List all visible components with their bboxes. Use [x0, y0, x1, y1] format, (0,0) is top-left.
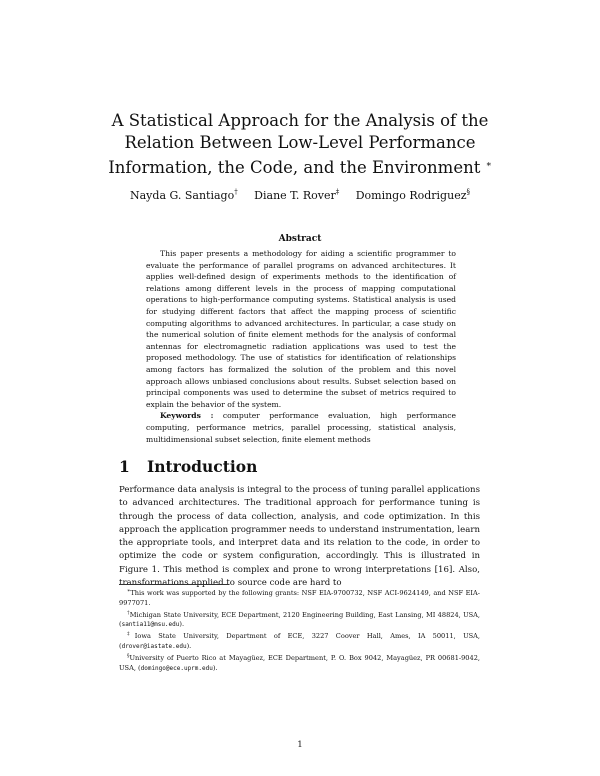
- footnotes: [119, 587, 480, 673]
- title-line-3-text: Information, the Code, and the Environment: [108, 158, 481, 177]
- section-title: Introduction: [147, 457, 258, 476]
- keywords-text: computer performance evaluation, high performance computing, performance metrics, parallel processing, statistical analysis, multidimensional subset selection, finite element methods: [146, 411, 457, 444]
- page-number: 1: [297, 740, 303, 750]
- footnote: [119, 609, 480, 631]
- footnote-email[interactable]: santia11@msu.edu: [121, 621, 180, 629]
- footnote-email[interactable]: domingo@ece.uprm.edu: [140, 664, 213, 672]
- footnote-email[interactable]: drover@iastate.edu: [121, 642, 187, 650]
- author: [254, 188, 339, 202]
- footnote-text: Michigan State University, ECE Department, 2120 Engineering Building, East Lansing, MI 48824, USA, (: [119, 610, 480, 629]
- section-heading: [119, 457, 257, 476]
- author-name: Domingo Rodriguez: [355, 189, 467, 202]
- author-list: [130, 188, 470, 202]
- footnote: [119, 652, 480, 674]
- author: [356, 188, 470, 202]
- paper-title: [80, 110, 520, 179]
- footnote-text: University of Puerto Rico at Mayagüez, ECE Department, P. O. Box 9042, Mayagüez, PR 00681-9042, USA, (: [119, 653, 480, 672]
- footnote-mark: ∗: [127, 588, 131, 594]
- title-line-3: [80, 154, 520, 179]
- abstract-paragraph: This paper presents a methodology for aiding a scientific programmer to evaluate the performance of parallel programs on advanced architectures. It applies well-defined design of experiments methods to the identification of relations among different levels in the process of mapping computational operations to high-performance computing systems. Statistical analysis is used for studying different factors that affect the mapping process of scientific computing algorithms to advanced architectures. In particular, a case study on the numerical solution of finite element methods for the analysis of conformal antennas for electromagnetic radiation applications was used to test the proposed methodology. The use of statistics for identification of relationships among factors has formalized the solution of the problem and this novel approach allows unbiased conclusions about results. Subset selection based on principal components was used to determine the subset of metrics required to explain the behavior of the system.: [146, 249, 456, 409]
- intro-paragraph: Performance data analysis is integral to the process of tuning parallel applications to advanced architectures. The traditional approach for performance tuning is through the process of data collection, analysis, and code optimization. In this approach the application programmer needs to understand instrumentation, learn the appropriate tools, and interpret data and its relation to the code, in order to optimize the code or system configuration, accordingly. This is illustrated in Figure 1. This method is complex and prone to wrong interpretations [16]. Also, transformations applied to source code are hard to: [119, 485, 480, 589]
- footnote-divider: [119, 584, 229, 585]
- author-name: Nayda G. Santiago: [130, 189, 235, 202]
- keywords-label: Keywords :: [160, 411, 214, 421]
- author: [130, 188, 238, 202]
- title-footnote-mark: ∗: [485, 160, 492, 170]
- author-mark: §: [466, 188, 470, 196]
- footnote-text: Iowa State University, Department of ECE, 3227 Coover Hall, Ames, IA 50011, USA, (: [119, 632, 480, 650]
- abstract-body: [146, 248, 456, 445]
- author-mark: †: [234, 188, 238, 196]
- keywords: [146, 410, 456, 445]
- footnote-text-end: ).: [179, 620, 185, 629]
- introduction-text: [119, 484, 480, 590]
- title-line-2: Relation Between Low-Level Performance: [124, 133, 476, 152]
- footnote-text: This work was supported by the following grants: NSF EIA-9700732, NSF ACI-9624149, and NSF EIA-9977071.: [119, 589, 480, 607]
- section-number: 1: [119, 457, 130, 476]
- footnote: [119, 630, 480, 652]
- footnote-text-end: ).: [186, 641, 192, 650]
- footnote-mark: ‡: [127, 631, 135, 638]
- footnote-mark: †: [127, 609, 130, 616]
- footnote-text-end: ).: [212, 663, 218, 672]
- author-name: Diane T. Rover: [254, 189, 336, 202]
- footnote: [119, 587, 480, 609]
- footnote-mark: §: [127, 652, 130, 659]
- title-line-1: A Statistical Approach for the Analysis of the: [111, 111, 489, 130]
- abstract-heading: Abstract: [278, 234, 322, 244]
- author-mark: ‡: [335, 188, 340, 196]
